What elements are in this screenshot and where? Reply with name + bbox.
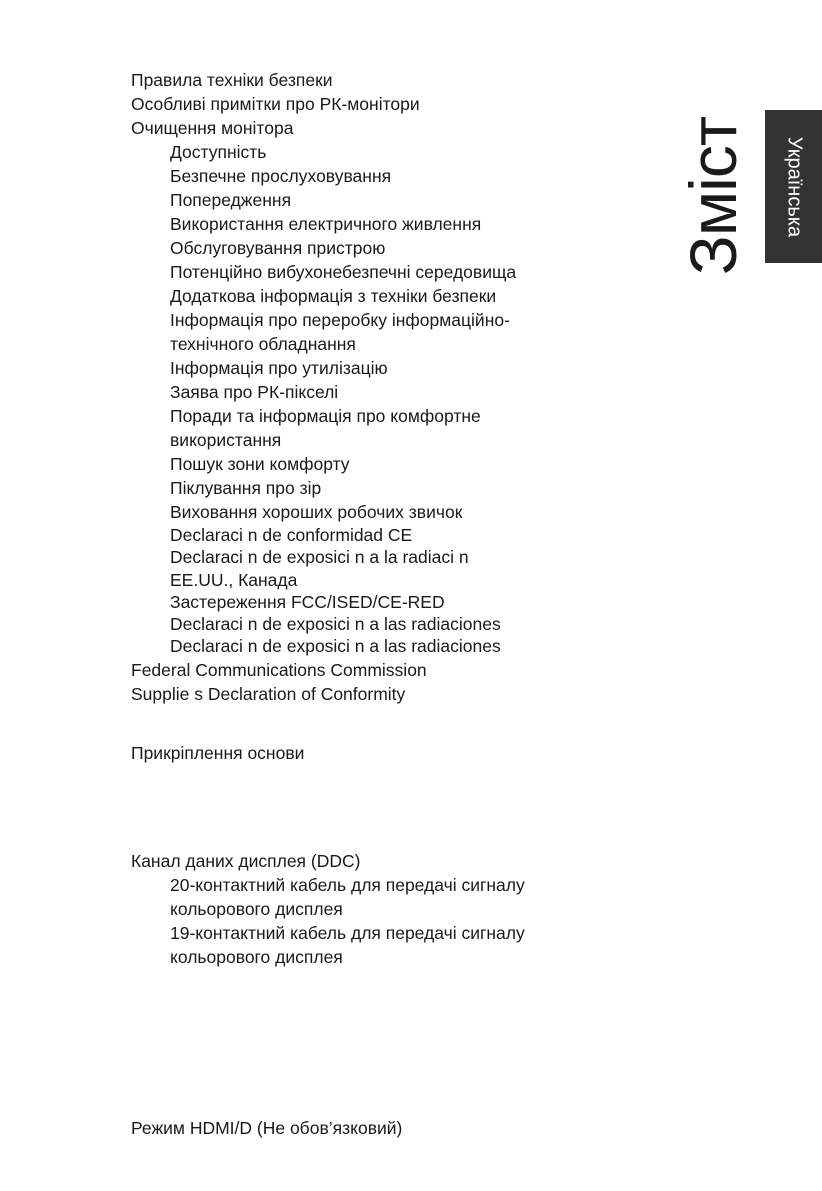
- toc-entry[interactable]: Доступність: [170, 142, 267, 162]
- page-title-text: Зміст: [676, 116, 750, 276]
- toc-entry[interactable]: Піклування про зір: [170, 478, 322, 498]
- toc-entry[interactable]: Supplie s Declaration of Conformity: [131, 683, 406, 704]
- toc-entry[interactable]: Declaraci n de exposici n a las radiaciones: [170, 636, 501, 657]
- toc-entry[interactable]: Declaraci n de exposici n a las radiaciones: [170, 614, 501, 635]
- toc-entry[interactable]: кольорового дисплея: [170, 946, 343, 967]
- table-of-contents: [131, 68, 651, 1140]
- toc-entry[interactable]: 20-контактний кабель для передачі сигналу: [170, 874, 525, 895]
- page-title: [676, 96, 750, 296]
- toc-entry[interactable]: Прикріплення основи: [131, 742, 305, 763]
- toc-entry[interactable]: Додаткова інформація з техніки безпеки: [170, 286, 497, 306]
- toc-entry[interactable]: Обслуговування пристрою: [170, 238, 386, 258]
- toc-entry[interactable]: Безпечне прослуховування: [170, 166, 392, 186]
- toc-entry[interactable]: Потенційно вибухонебезпечні середовища: [170, 262, 517, 282]
- toc-entry[interactable]: використання: [170, 430, 282, 450]
- toc-entry[interactable]: Застереження FCC/ISED/CE-RED: [170, 591, 445, 612]
- toc-entry[interactable]: EE.UU., Канада: [170, 569, 298, 590]
- toc-entry[interactable]: Правила техніки безпеки: [131, 70, 333, 90]
- toc-entry[interactable]: Інформація про переробку інформаційно-: [170, 310, 510, 330]
- language-tab-label: Українська: [783, 136, 805, 237]
- toc-entry[interactable]: технічного обладнання: [170, 334, 356, 354]
- toc-entry[interactable]: Declaraci n de exposici n a la radiaci n: [170, 547, 469, 568]
- toc-entry[interactable]: Declaraci n de conformidad CE: [170, 525, 413, 545]
- toc-entry[interactable]: 19-контактний кабель для передачі сигналу: [170, 922, 525, 943]
- language-tab: [765, 110, 822, 263]
- toc-entry[interactable]: Канал даних дисплея (DDC): [131, 850, 361, 871]
- toc-entry[interactable]: кольорового дисплея: [170, 898, 343, 919]
- toc-entry[interactable]: Використання електричного живлення: [170, 214, 482, 234]
- toc-entry[interactable]: Federal Communications Commission: [131, 659, 427, 680]
- toc-entry[interactable]: Поради та інформація про комфортне: [170, 406, 481, 426]
- toc-entry[interactable]: Заява про РК-пікселі: [170, 382, 339, 402]
- toc-entry[interactable]: Очищення монітора: [131, 118, 294, 138]
- toc-entry[interactable]: Особливі примітки про РК-монітори: [131, 94, 420, 114]
- toc-entry[interactable]: Виховання хороших робочих звичок: [170, 502, 463, 522]
- toc-entry[interactable]: Попередження: [170, 190, 292, 210]
- toc-entry[interactable]: Режим HDMI/D (Не обов’язковий): [131, 1117, 403, 1138]
- toc-entry[interactable]: Пошук зони комфорту: [170, 454, 350, 474]
- toc-entry[interactable]: Інформація про утилізацію: [170, 358, 388, 378]
